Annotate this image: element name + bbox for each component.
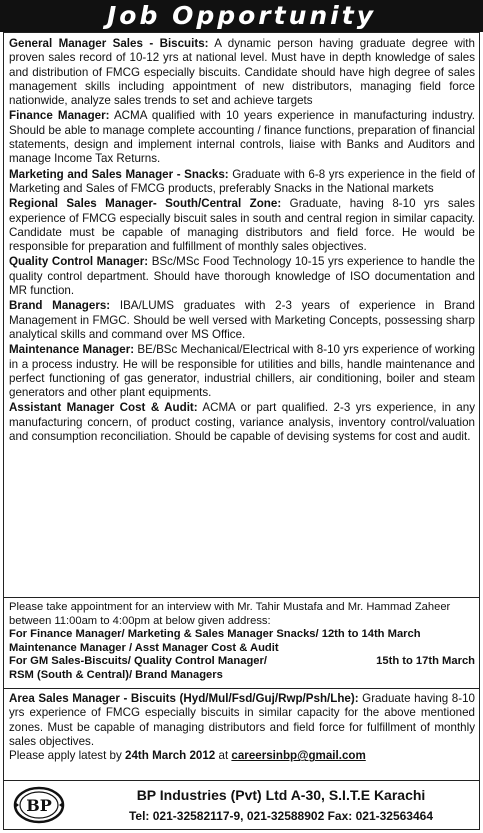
job-listings: [9, 37, 475, 445]
job-marketing-sales-manager: [9, 168, 475, 197]
page-title: Job Opportunity: [0, 0, 483, 32]
job-description: ACMA or part qualified. 2-3 yrs experience, in any manufacturing concern, of product costing, variance analysis, inventory control/valuation and consumption reconciliation. Should be capable of devising systems for cost and audit.: [9, 401, 475, 444]
job-brand-managers: [9, 299, 475, 342]
job-heading: General Manager Sales - Biscuits:: [9, 37, 209, 50]
bp-logo: [13, 785, 65, 825]
interview-group-2-cont: RSM (South & Central)/ Brand Managers: [9, 668, 223, 681]
apply-email-link[interactable]: careersinbp@gmail.com: [231, 749, 366, 763]
interview-group-2: [9, 655, 475, 669]
job-maintenance-manager: [9, 343, 475, 400]
interview-group-1-cont: Maintenance Manager / Asst Manager Cost & Audit: [9, 641, 279, 654]
interview-group-2-roles: For GM Sales-Biscuits/ Quality Control Manager/: [9, 655, 267, 667]
logo-text: BP: [26, 796, 52, 815]
apply-prefix: Please apply latest by: [9, 749, 122, 763]
job-regional-sales-manager: [9, 197, 475, 254]
job-heading: Maintenance Manager:: [9, 343, 135, 357]
interview-notice: [9, 601, 475, 682]
job-description: BE/BSc Mechanical/Electrical with 8-10 yrs experience of working in a process industry. He will be responsible for utilities and bills, handle maintenance and perfect functioning of gas generator, industrial chillers, air conditioning, boiler and steam generators and other plant equipments.: [9, 343, 475, 400]
apply-at: at: [218, 749, 229, 763]
job-general-manager-sales: [9, 37, 475, 108]
company-name-address: BP Industries (Pvt) Ltd A-30, S.I.T.E Karachi: [136, 787, 426, 803]
apply-deadline: [9, 749, 475, 763]
job-description: Graduate, having 8-10 yrs sales experience of FMCG especially biscuit sales in south and central region in similar capacity. Candidate must be capable of managing distributors and field force. He would be responsible for preparation and fulfillment of monthly sales objectives.: [9, 197, 475, 254]
job-heading: Regional Sales Manager- South/Central Zone:: [9, 197, 282, 211]
job-quality-control-manager: [9, 255, 475, 298]
job-description: BSc/MSc Food Technology 10-15 yrs experience to handle the quality control department. Should have thorough knowledge of ISO documentation and MR function.: [9, 255, 475, 298]
apply-date: 24th March 2012: [125, 749, 216, 763]
job-description: A dynamic person having graduate degree with proven sales record of 10-12 yrs at national level. Must have in depth knowledge of sales and distribution of FMCG especially biscuits. Candidate should have high degree of sales management skills including appointment of new distributors, managing field force nationwide, analyze sales trends to set and achieve targets: [9, 37, 475, 108]
job-description: Graduate with 6-8 yrs experience in the field of Marketing and Sales of FMCG products, preferably Snacks in the National markets: [9, 167, 475, 195]
job-heading: Finance Manager:: [9, 109, 110, 123]
job-heading: Marketing and Sales Manager - Snacks:: [9, 167, 229, 181]
job-description: ACMA qualified with 10 years experience in manufacturing industry. Should be able to manage complete accounting / finance functions, preparation of financial statements, design and implement internal controls, liaise with Banks and Auditors and manage Income Tax Returns.: [9, 109, 475, 166]
job-heading: Brand Managers:: [9, 299, 111, 313]
job-heading: Quality Control Manager:: [9, 255, 149, 269]
job-heading: Area Sales Manager - Biscuits (Hyd/Mul/Fsd/Guj/Rwp/Psh/Lhe):: [9, 692, 359, 705]
job-assistant-manager-cost-audit: [9, 401, 475, 444]
divider: [3, 597, 480, 598]
job-finance-manager: [9, 109, 475, 166]
job-description: Graduate having 8-10 yrs experience of FMCG especially biscuits in similar capacity for the above mentioned zones. Must be capable of managing distributors and field force for fulfillment of monthly sales objectives.: [9, 692, 476, 748]
company-footer: [3, 781, 480, 830]
job-heading: Assistant Manager Cost & Audit:: [9, 401, 198, 415]
job-description: IBA/LUMS graduates with 2-3 years of experience in Brand Management in FMGC. Should be well versed with Marketing Concepts, possessing sharp analytical skills and command over MS Office.: [9, 299, 475, 341]
interview-intro: Please take appointment for an interview with Mr. Tahir Mustafa and Mr. Hammad Zaheer between 11:00am to 4:00pm at below given address:: [9, 601, 451, 627]
interview-group-2-dates: 15th to 17th March: [376, 655, 475, 667]
divider: [3, 688, 480, 689]
company-contact: Tel: 021-32582117-9, 021-32588902 Fax: 021-32563464: [128, 809, 434, 823]
interview-group-1: For Finance Manager/ Marketing & Sales Manager Snacks/ 12th to 14th March: [9, 628, 421, 640]
area-sales-manager-section: [9, 692, 475, 763]
